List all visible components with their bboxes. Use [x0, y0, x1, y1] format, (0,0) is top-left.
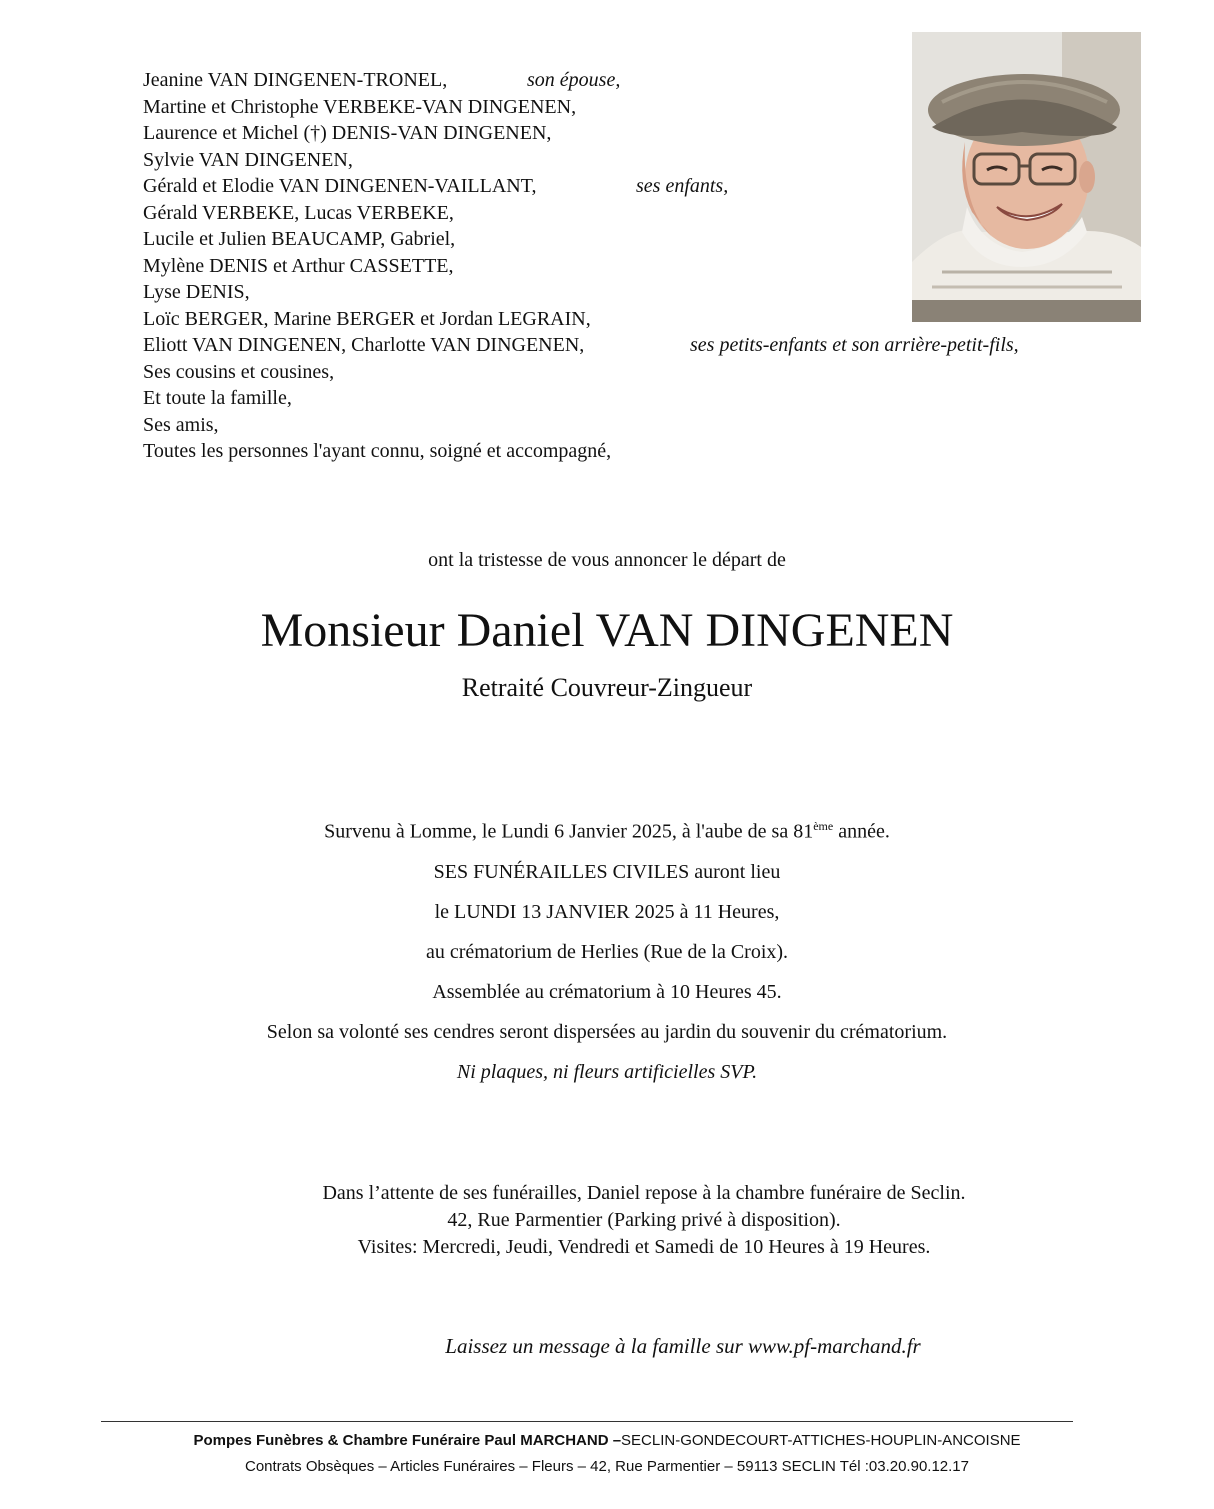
family-names: Mylène DENIS et Arthur CASSETTE, — [143, 254, 454, 277]
ashes-line: Selon sa volonté ses cendres seront dispersées au jardin du souvenir du crématorium. — [266, 1020, 948, 1043]
family-names: Gérald VERBEKE, Lucas VERBEKE, — [143, 201, 454, 224]
message-invite: Laissez un message à la famille sur www.pf-marchand.fr — [445, 1334, 921, 1358]
portrait-illustration — [912, 32, 1141, 322]
visit-line-3: Visites: Mercredi, Jeudi, Vendredi et Samedi de 10 Heures à 19 Heures. — [357, 1236, 931, 1258]
family-line — [143, 438, 611, 465]
family-names: Jeanine VAN DINGENEN-TRONEL, — [143, 69, 448, 91]
family-names: Ses amis, — [143, 413, 219, 436]
family-list — [143, 67, 1019, 465]
family-names: Martine et Christophe VERBEKE-VAN DINGENEN, — [143, 95, 577, 118]
visit-line-2: 42, Rue Parmentier (Parking privé à disposition). — [447, 1209, 841, 1231]
family-names: Et toute la famille, — [143, 387, 292, 409]
family-line — [143, 226, 611, 253]
death-text-end: année. — [833, 820, 890, 843]
family-names: Laurence et Michel (†) DENIS-VAN DINGENEN, — [143, 122, 552, 144]
deceased-portrait-photo — [912, 32, 1141, 322]
family-role: ses enfants, — [636, 175, 729, 197]
deceased-name: Monsieur Daniel VAN DINGENEN — [260, 604, 954, 657]
family-role: son épouse, — [527, 69, 621, 91]
funeral-line-4: Assemblée au crématorium à 10 Heures 45. — [432, 980, 782, 1003]
funeral-line-3: au crématorium de Herlies (Rue de la Croix). — [425, 940, 789, 963]
company-name: Pompes Funèbres & Chambre Funéraire Paul MARCHAND – — [193, 1432, 622, 1449]
footer-divider — [101, 1421, 1073, 1422]
family-line — [143, 412, 611, 439]
footer-services-line: Contrats Obsèques – Articles Funéraires – Fleurs – 42, Rue Parmentier – 59113 SECLIN Tél :03.20.90.12.17 — [244, 1458, 969, 1475]
family-line — [143, 120, 611, 147]
family-line — [143, 306, 611, 333]
family-names: Gérald et Elodie VAN DINGENEN-VAILLANT, — [143, 175, 537, 197]
family-line — [143, 253, 611, 280]
family-names: Lyse DENIS, — [143, 281, 250, 303]
request-line: Ni plaques, ni fleurs artificielles SVP. — [456, 1060, 758, 1083]
announcement: ont la tristesse de vous annoncer le départ de — [428, 549, 786, 571]
visit-info — [0, 1180, 1214, 1261]
family-names: Sylvie VAN DINGENEN, — [143, 148, 353, 171]
funeral-line-1: SES FUNÉRAILLES CIVILES auront lieu — [433, 860, 781, 883]
family-names: Eliott VAN DINGENEN, Charlotte VAN DINGENEN, — [143, 334, 585, 356]
family-role: ses petits-enfants et son arrière-petit-fils, — [690, 334, 1019, 356]
visit-line-1: Dans l’attente de ses funérailles, Daniel repose à la chambre funéraire de Seclin. — [322, 1182, 966, 1204]
family-line — [143, 359, 611, 386]
funeral-details — [0, 806, 1214, 1092]
ordinal-suffix: ème — [813, 819, 834, 833]
family-names: Lucile et Julien BEAUCAMP, Gabriel, — [143, 228, 456, 250]
family-names: Loïc BERGER, Marine BERGER et Jordan LEGRAIN, — [143, 307, 591, 330]
family-line — [143, 173, 729, 200]
family-line — [143, 67, 621, 94]
family-line — [143, 385, 611, 412]
family-line — [143, 332, 1019, 359]
family-line — [143, 94, 611, 121]
deceased-occupation: Retraité Couvreur-Zingueur — [461, 673, 753, 702]
family-names: Ses cousins et cousines, — [143, 360, 335, 383]
company-towns: SECLIN-GONDECOURT-ATTICHES-HOUPLIN-ANCOISNE — [621, 1432, 1021, 1449]
death-text: Survenu à Lomme, le Lundi 6 Janvier 2025, à l'aube de sa 81 — [324, 820, 814, 843]
family-line — [143, 147, 611, 174]
funeral-line-2: le LUNDI 13 JANVIER 2025 à 11 Heures, — [434, 900, 780, 923]
family-names: Toutes les personnes l'ayant connu, soigné et accompagné, — [143, 440, 612, 462]
footer-company-line — [0, 1432, 1214, 1449]
family-line — [143, 279, 611, 306]
family-line — [143, 200, 611, 227]
death-line — [0, 806, 1214, 852]
